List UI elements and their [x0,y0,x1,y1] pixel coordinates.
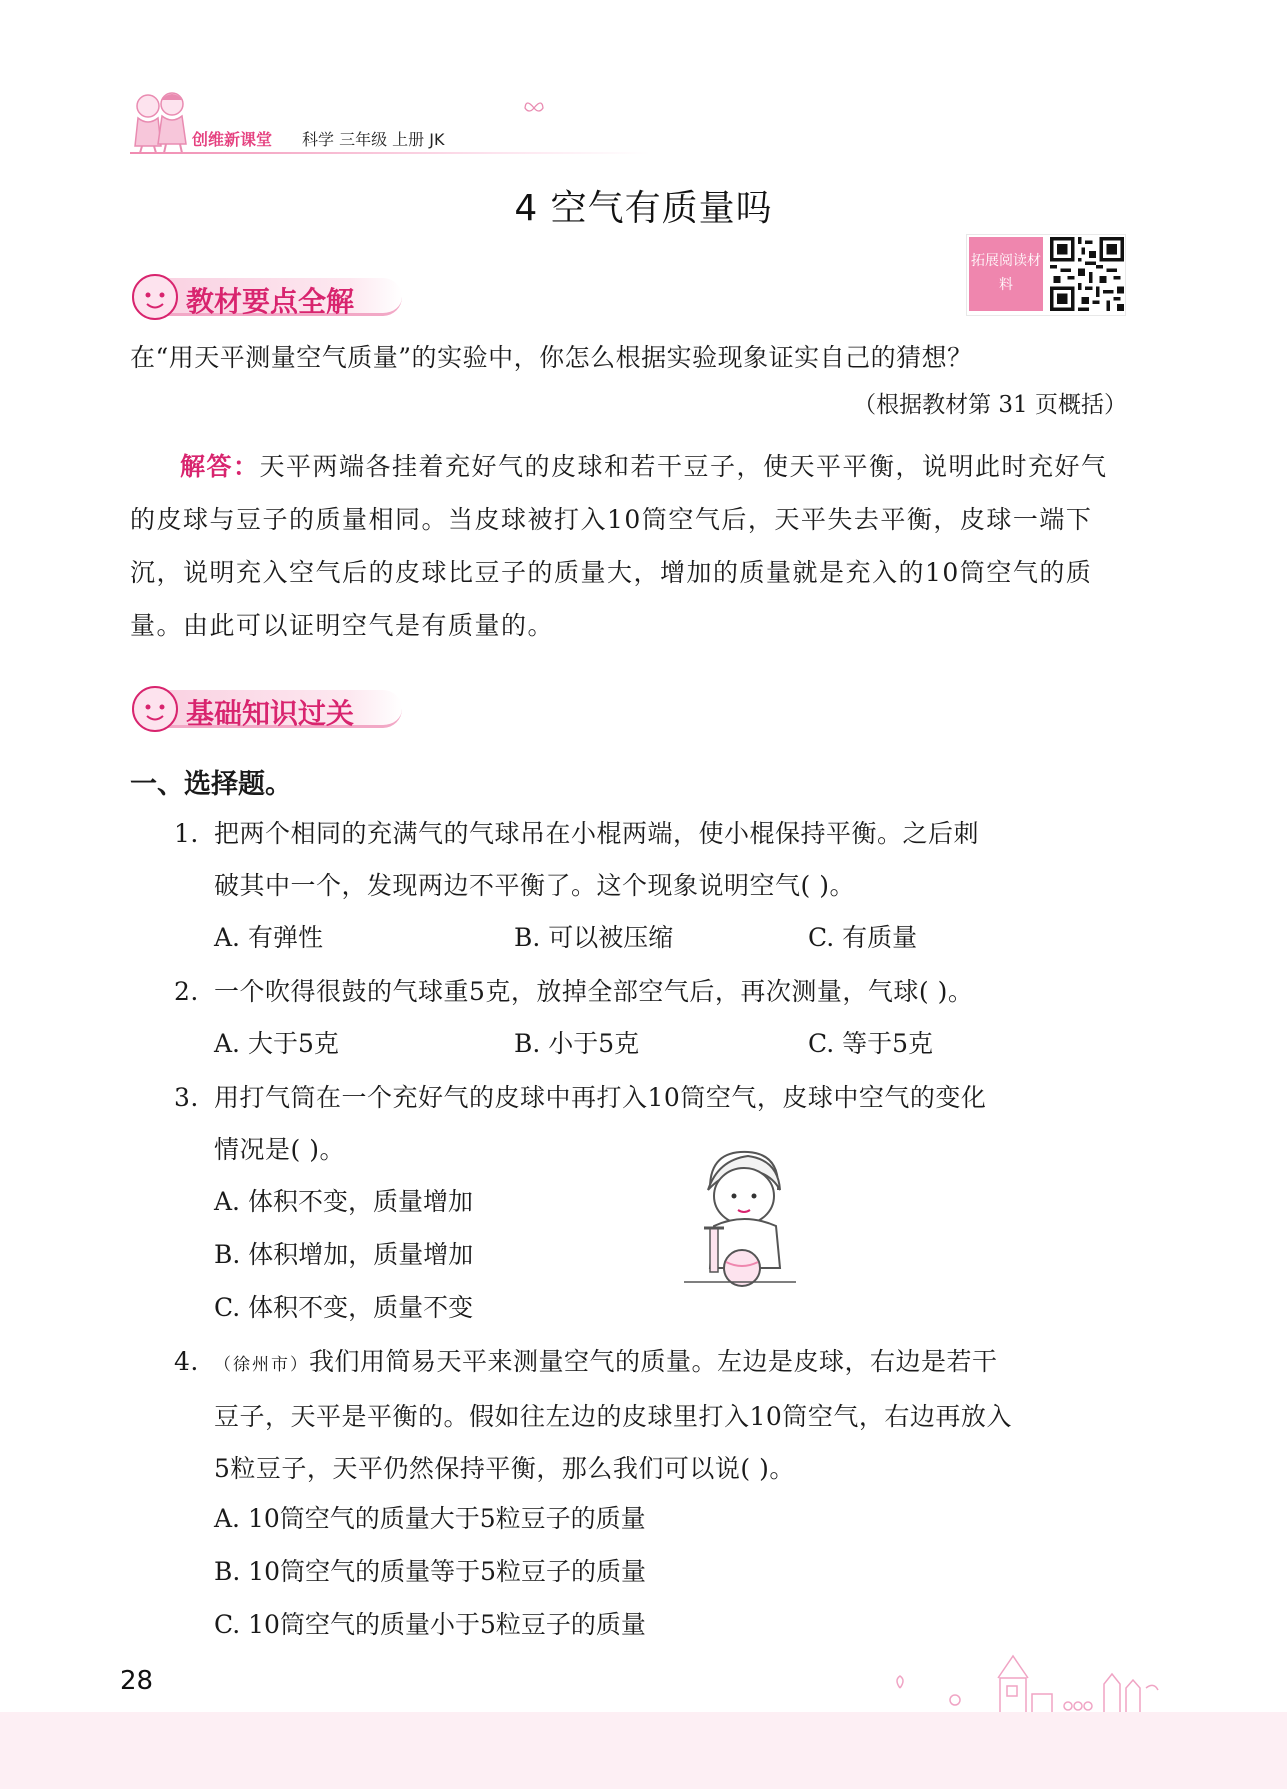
option-1a[interactable]: A. 有弹性 [214,923,323,952]
castle-decoration-icon [880,1648,1170,1718]
question-source: （徐州市） [214,1355,309,1375]
option-2b[interactable]: B. 小于5克 [514,1029,640,1058]
question-line: 用打气筒在一个充好气的皮球中再打入10筒空气，皮球中空气的变化 [214,1083,987,1112]
question-number: 1. [174,819,199,848]
question-line: 我们用简易天平来测量空气的质量。左边是皮球，右边是若干 [309,1347,998,1376]
question-line: 破其中一个，发现两边不平衡了。这个现象说明空气( )。 [214,871,855,900]
header-kids-illustration [128,88,192,154]
question-4 [174,1336,1126,1495]
question-number: 2. [174,977,199,1006]
section-title: 基础知识过关 [186,697,355,730]
question-number: 3. [174,1083,199,1112]
butterfly-icon [524,100,544,116]
question-number: 4. [174,1347,199,1376]
question-line: 一个吹得很鼓的气球重5克，放掉全部空气后，再次测量，气球( )。 [214,977,974,1006]
cartoon-face-icon [130,272,180,322]
page-title: 4 空气有质量吗 [514,188,773,229]
option-4b[interactable]: B. 10筒空气的质量等于5粒豆子的质量 [214,1557,646,1586]
book-subject: 科学 三年级 上册 JK [302,130,445,149]
question-2 [174,966,1126,1018]
section-banner-textbook [130,272,410,322]
option-4c[interactable]: C. 10筒空气的质量小于5粒豆子的质量 [214,1610,646,1639]
option-2a[interactable]: A. 大于5克 [214,1029,339,1058]
question-line: 豆子，天平是平衡的。假如往左边的皮球里打入10筒空气，右边再放入 [214,1402,1012,1431]
cartoon-face-icon [130,684,180,734]
option-3a[interactable]: A. 体积不变，质量增加 [214,1187,473,1216]
section-banner-basics [130,684,410,734]
textbook-question: 在“用天平测量空气质量”的实验中，你怎么根据实验现象证实自己的猜想？ [130,343,973,372]
answer-text: 天平两端各挂着充好气的皮球和若干豆子，使天平平衡，说明此时充好气的皮球与豆子的质量相同。当皮球被打入10筒空气后，天平失去平衡，皮球一端下沉，说明充入空气后的皮球比豆子的质量大，增加的质量就是充入的10筒空气的质量。由此可以证明空气是有质量的。 [130,452,1108,640]
option-4a[interactable]: A. 10筒空气的质量大于5粒豆子的质量 [214,1504,646,1533]
answer-paragraph [130,440,1128,652]
question-line: 情况是( )。 [214,1135,345,1164]
header-divider [130,152,650,154]
option-1c[interactable]: C. 有质量 [808,923,918,952]
option-2c[interactable]: C. 等于5克 [808,1029,934,1058]
boy-pumping-ball-illustration [680,1148,800,1288]
brand-name: 创维新课堂 [192,130,273,149]
question-3 [174,1072,1126,1176]
option-3c[interactable]: C. 体积不变，质量不变 [214,1293,474,1322]
footer-band [0,1712,1287,1789]
qr-label: 拓展阅读材料 [969,237,1043,311]
option-1b[interactable]: B. 可以被压缩 [514,923,674,952]
answer-label: 解答： [180,452,260,481]
page-number: 28 [120,1666,154,1696]
section-title: 教材要点全解 [186,285,355,318]
option-3b[interactable]: B. 体积增加，质量增加 [214,1240,474,1269]
question-line: 把两个相同的充满气的气球吊在小棍两端，使小棍保持平衡。之后刺 [214,819,980,848]
choice-heading: 一、选择题。 [130,769,292,800]
qr-code-icon[interactable] [1050,237,1124,311]
question-line: 5粒豆子，天平仍然保持平衡，那么我们可以说( )。 [214,1454,795,1483]
question-source: （根据教材第 31 页概括） [853,392,1127,418]
question-1 [174,808,1126,912]
